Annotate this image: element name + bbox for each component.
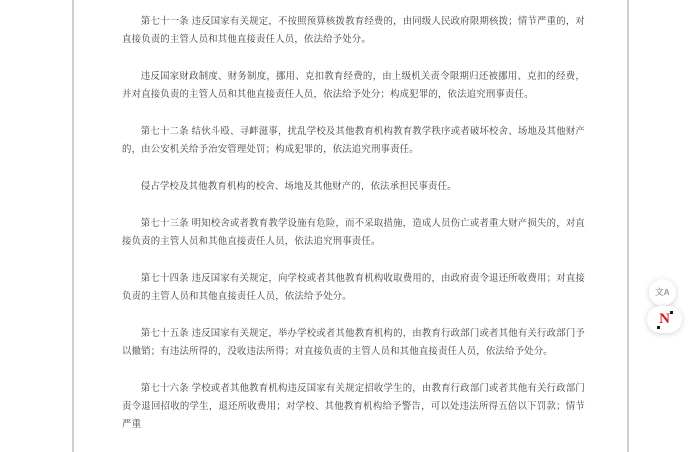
icon-dot: [670, 311, 673, 314]
law-article-paragraph: 第七十二条 结伙斗殴、寻衅滋事，扰乱学校及其他教育机构教育教学秩序或者破坏校舍、场地及其他财产的，由公安机关给予治安管理处罚；构成犯罪的，依法追究刑事责任。: [122, 125, 585, 154]
translate-icon: 文A: [655, 287, 670, 298]
law-article-paragraph: 侵占学校及其他教育机构的校舍、场地及其他财产的，依法承担民事责任。: [140, 180, 457, 191]
extension-float-button[interactable]: [647, 306, 682, 333]
law-article-paragraph: 第七十一条 违反国家有关规定，不按照预算核拨教育经费的，由同级人民政府限期核拨；情节严重的，对直接负责的主管人员和其他直接责任人员，依法给予处分。: [122, 15, 585, 44]
red-n-glyph: N: [659, 311, 670, 327]
article-body: [74, 0, 627, 433]
icon-dot: [657, 326, 660, 329]
red-n-icon: [657, 312, 673, 328]
law-article-paragraph: 违反国家财政制度、财务制度，挪用、克扣教育经费的，由上级机关责令限期归还被挪用、克扣的经费，并对直接负责的主管人员和其他直接责任人员，依法给予处分；构成犯罪的，依法追究刑事责任。: [122, 70, 585, 99]
law-article-paragraph: 第七十三条 明知校舍或者教育教学设施有危险，而不采取措施，造成人员伤亡或者重大财产损失的，对直接负责的主管人员和其他直接责任人员，依法追究刑事责任。: [122, 217, 585, 246]
article-column: [72, 0, 629, 452]
law-article-paragraph: 第七十四条 违反国家有关规定，向学校或者其他教育机构收取费用的，由政府责令退还所收费用；对直接负责的主管人员和其他直接责任人员，依法给予处分。: [122, 272, 585, 301]
law-article-paragraph: 第七十五条 违反国家有关规定，举办学校或者其他教育机构的，由教育行政部门或者其他有关行政部门予以撤销；有违法所得的，没收违法所得；对直接负责的主管人员和其他直接责任人员，依法给予处分。: [122, 327, 585, 356]
law-article-paragraph: 第七十六条 学校或者其他教育机构违反国家有关规定招收学生的，由教育行政部门或者其他有关行政部门责令退回招收的学生，退还所收费用；对学校、其他教育机构给予警告，可以处违法所得五倍以下罚款；情节严重: [122, 382, 585, 429]
translate-float-button[interactable]: [649, 279, 676, 306]
